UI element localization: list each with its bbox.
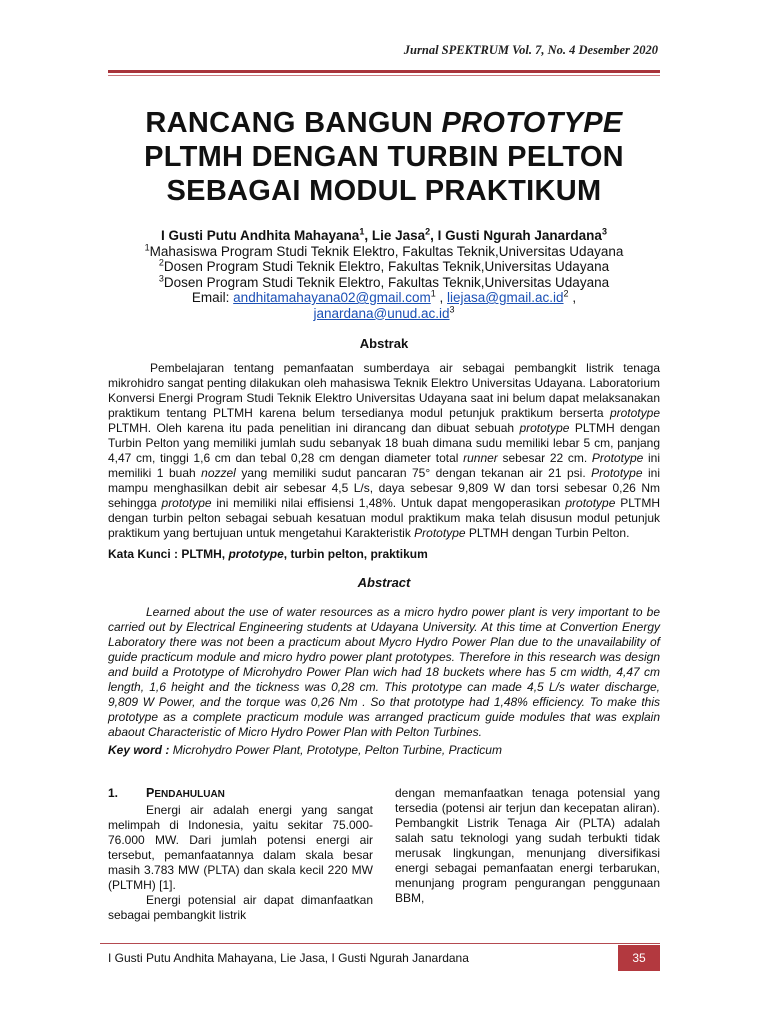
affiliation-3: $^3$Dosen Program Studi Teknik Elektro, Fakultas Teknik,Universitas Udayana xyxy=(158,273,610,290)
column-right xyxy=(395,786,660,906)
author-block xyxy=(108,228,660,321)
keywords-en: Key word : Microhydro Power Plant, Prototype, Pelton Turbine, Practicum xyxy=(108,743,502,757)
paper-title xyxy=(108,106,660,208)
footer-authors: I Gusti Putu Andhita Mahayana, Lie Jasa, I Gusti Ngurah Janardana xyxy=(108,951,469,965)
email-link-2[interactable]: liejasa@gmail.ac.id xyxy=(447,290,564,305)
footer-rule xyxy=(100,943,660,944)
paragraph: dengan memanfaatkan tenaga potensial yang tersedia (potensi air terjun dan kecepatan aliran). Pembangkit Listrik Tenaga Air (PLTA) adalah salah satu teknologi yang sudah terbukti tidak merusak lingkungan, menunjang diversifikasi energi sebagai pemanfaatan energi terbarukan, menunjang program pengurangan penggunaan BBM, xyxy=(395,786,660,905)
kata-kunci: Kata Kunci : PLTMH, prototype, turbin pelton, praktikum xyxy=(108,547,428,561)
paragraph: Energi air adalah energi yang sangat melimpah di Indonesia, yaitu sekitar 75.000-76.000 MW. Dari jumlah potensi energi air tersebut, pemanfaatannya dalam skala besar masih 3.783 MW (PLTA) dan skala kecil 220 MW (PLTMH) [1]. xyxy=(108,803,373,892)
journal-header: Jurnal SPEKTRUM Vol. 7, No. 4 Desember 2020 xyxy=(403,43,658,57)
header-rule-thin xyxy=(108,75,660,76)
section-heading: 1. PENDAHULUAN xyxy=(108,786,225,800)
author-names: I Gusti Putu Andhita Mahayana$^1$, Lie Jasa$^2$, I Gusti Ngurah Janardana$^3$ xyxy=(161,226,607,243)
email-link-1[interactable]: andhitamahayana02@gmail.com xyxy=(233,290,431,305)
abstract-heading: Abstract xyxy=(357,575,411,590)
title-line-2: PLTMH DENGAN TURBIN PELTON xyxy=(144,141,624,173)
title-line-3: SEBAGAI MODUL PRAKTIKUM xyxy=(166,175,602,207)
affiliation-1: $^1$Mahasiswa Program Studi Teknik Elektro, Fakultas Teknik,Universitas Udayana xyxy=(144,242,624,259)
title-line-1: RANCANG BANGUN PROTOTYPE xyxy=(145,107,623,139)
abstrak-body: Pembelajaran tentang pemanfaatan sumberdaya air sebagai pembangkit listrik tenaga mikrohidro sangat penting dilakukan oleh mahasiswa Teknik Elektro Universitas Udayana. Laboratorium Konversi Energi Program Studi Teknik Elektro Universitas Udayana saat ini belum dapat melaksanakan praktikum tentang PLTMH karena belum tersedianya modul petunjuk praktikum berserta prototype PLTMH. Oleh karena itu pada penelitian ini dirancang dan dibuat sebuah prototype PLTMH dengan Turbin Pelton yang memiliki jumlah sudu sebanyak 18 buah dimana sudu memiliki lebar 5 cm, panjang 4,47 cm, tinggi 1,6 cm dan tebal 0,28 cm dengan diameter total runner sebesar 22 cm. Prototype ini memiliki 1 buah nozzel yang memiliki sudut pancaran 75° dengan tekanan air 21 psi. Prototype ini mampu menghasilkan debit air sebesar 4,5 L/s, daya sebesar 9,809 W dan torsi sebesar 0,26 Nm sehingga prototype ini memiliki nilai effisiensi 1,48%. Untuk dapat mengoperasikan prototype PLTMH dengan turbin pelton sebagai sebuah kesatuan modul praktikum maka telah disusun modul petunjuk praktikum yang bertujuan untuk mengetahui Karakteristik Prototype PLTMH dengan Turbin Pelton. xyxy=(108,361,661,540)
column-left xyxy=(108,786,373,923)
abstrak-heading: Abstrak xyxy=(359,336,409,351)
page-number: 35 xyxy=(618,945,660,971)
email-line-2: $janardana@unud.ac.id^3$ xyxy=(313,304,455,321)
affiliation-2: $^2$Dosen Program Studi Teknik Elektro, Fakultas Teknik,Universitas Udayana xyxy=(158,257,610,274)
header-rule xyxy=(108,70,660,73)
email-line: Email: andhitamahayana02@gmail.com$^1$ , $liejasa@gmail.ac.id^2$ , xyxy=(191,288,577,305)
abstract-body: Learned about the use of water resources as a micro hydro power plant is very important to be carried out by Electrical Engineering students at Udayana University. At this time at Convertion Energy Laboratory there was not been a practicum about Mycro Hydro Power Plan due to the unavailability of guide practicum module and micro hydro power plant prototypes. Therefore in this research was design and build a Prototype of Microhydro Power Plan wich had 18 buckets where has 5 cm width, 4,47 cm length, 1,6 height and the tickness was 0,28 cm. This prototype can made 4,5 L/s water discharge, 9,809 W Power, and the torque was 0,26 Nm . So that prototype had 1,48% efficiency. To make this prototype as a complete practicum module was arranged practicum guide modules that was explain abaout Characteristic of Micro Hydro Power Plan with Pelton Turbines. xyxy=(108,605,660,739)
paragraph: Energi potensial air dapat dimanfaatkan sebagai pembangkit listrik xyxy=(108,893,373,922)
email-link-3[interactable]: janardana@unud.ac.id xyxy=(313,305,450,321)
